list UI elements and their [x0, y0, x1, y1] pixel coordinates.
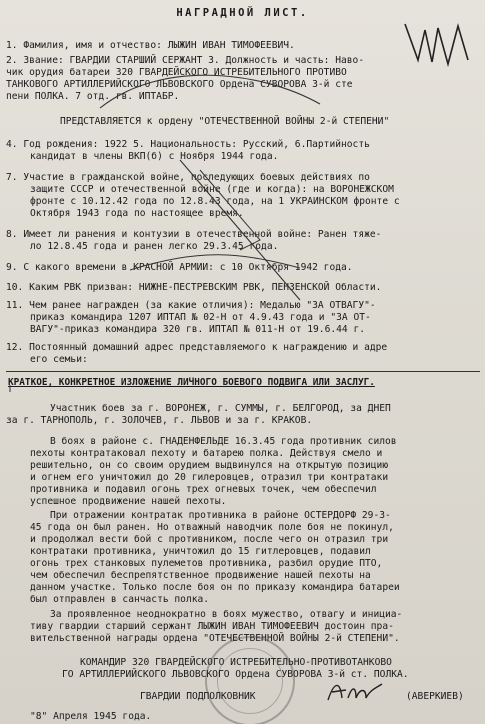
field-wounds-2: ло 12.8.45 года и ранен легко 29.3.45 года.: [30, 241, 279, 252]
body-line: Участник боев за г. ВОРОНЕЖ, г. СУММЫ, г. БЕЛГОРОД, за ДНЕП: [50, 403, 391, 414]
signature-image: [326, 676, 386, 706]
field-service-start: 9. С какого времени в КРАСНОЙ АРМИИ: с 10 Октября 1942 года.: [6, 262, 353, 273]
body-line: вительственной награды ордена "ОТЕЧЕСТВЕННОЙ ВОЙНЫ 2-й СТЕПЕНИ".: [30, 633, 400, 644]
body-line: и продолжал вести бой с противником, после чего он отразил три: [30, 534, 389, 545]
field-name: 1. Фамилия, имя и отчество: ЛЫЖИН ИВАН ТИМОФЕЕВИЧ.: [6, 40, 295, 51]
body-line: решительно, он со своим орудием выдвинулся на открытую позицию: [30, 460, 389, 471]
body-line: тиву гвардии старший сержант ЛЫЖИН ИВАН ТИМОФЕЕВИЧ достоин пра-: [30, 621, 394, 632]
field-prior-awards-1: 11. Чем ранее награжден (за какие отличия): Медалью "ЗА ОТВАГУ"-: [6, 300, 376, 311]
seal-stamp: [205, 636, 295, 724]
body-line: данном участке. Только после боя он по приказу командира батареи: [30, 582, 400, 593]
section-title: КРАТКОЕ, КОНКРЕТНОЕ ИЗЛОЖЕНИЕ ЛИЧНОГО БОЕВОГО ПОДВИГА ИЛИ ЗАСЛУГ.: [8, 377, 375, 388]
body-line: был отправлен в санчасть полка.: [30, 594, 210, 605]
body-line: При отражении контратак противника в районе ОСТЕРДОРФ 29-3-: [50, 510, 391, 521]
field-war-participation-4: Октября 1943 года по настоящее время.: [30, 208, 244, 219]
field-unit-line-3: пени ПОЛКА. 7 отд. гв. ИПТАБР.: [6, 91, 180, 102]
field-unit-line-2: ТАНКОВОГО АРТИЛЛЕРИЙСКОГО ЛЬВОВСКОГО Ордена СУВОРОВА 3-й сте: [6, 79, 353, 90]
footer-commander-1: КОМАНДИР 320 ГВАРДЕЙСКОГО ИСТРЕБИТЕЛЬНО-ПРОТИВОТАНКОВО: [80, 657, 392, 668]
field-birth-nationality: 4. Год рождения: 1922 5. Национальность: Русский, 6.Партийность: [6, 139, 370, 150]
footer-date: "8" Апреля 1945 года.: [30, 711, 152, 722]
footer-name: (АВЕРКИЕВ): [406, 691, 464, 702]
footer-commander-2: ГО АРТИЛЛЕРИЙСКОГО ЛЬВОВСКОГО Ордена СУВОРОВА 3-й ст. ПОЛКА.: [62, 669, 409, 680]
body-line: В боях в районе с. ГНАДЕНФЕЛЬДЕ 16.3.45 года противник силов: [50, 436, 397, 447]
body-line: за г. ТАРНОПОЛЬ, г. ЗОЛОЧЕВ, г. ЛЬВОВ и за г. КРАКОВ.: [6, 415, 313, 426]
field-prior-awards-2: приказ командира 1207 ИПТАП № 02-Н от 4.9.43 года и "ЗА ОТ-: [30, 312, 371, 323]
body-line: огонь трех станковых пулеметов противника, разбил орудие ПТО,: [30, 558, 383, 569]
field-address-1: 12. Постоянный домашний адрес представляемого к награждению и адре: [6, 342, 388, 353]
award-recommendation: ПРЕДСТАВЛЯЕТСЯ к ордену "ОТЕЧЕСТВЕННОЙ ВОЙНЫ 2-й СТЕПЕНИ": [60, 116, 390, 127]
field-war-participation-3: фронте с 10.12.42 года по 12.8.43 года, на 1 УКРАИНСКОМ фронте с: [30, 196, 400, 207]
field-unit-line-1: чик орудия батареи 320 ГВАРДЕЙСКОГО ИСТРЕБИТЕЛЬНОГО ПРОТИВО: [6, 67, 347, 78]
field-party: кандидат в члены ВКП(б) с Ноября 1944 года.: [30, 151, 279, 162]
field-rank-position: 2. Звание: ГВАРДИИ СТАРШИЙ СЕРЖАНТ 3. Должность и часть: Наво-: [6, 55, 365, 66]
footer-rank: ГВАРДИИ ПОДПОЛКОВНИК: [140, 691, 256, 702]
body-line: и огнем его уничтожил до 20 гилеровцев, отразил три контратаки: [30, 472, 389, 483]
body-line: пехоты контратаковал пехоту и батарею полка. Действуя смело и: [30, 448, 383, 459]
body-line: За проявленное неоднократно в боях мужество, отвагу и инициа-: [50, 609, 403, 620]
body-line: 45 года он был ранен. Но отважный наводчик поле боя не покинул,: [30, 522, 394, 533]
divider: [6, 371, 480, 372]
body-line: чем обеспечил беспрепятственное продвижение нашей пехоты на: [30, 570, 371, 581]
field-prior-awards-3: ВАГУ"-приказ командира 320 гв. ИПТАП № 011-Н от 19.6.44 г.: [30, 324, 366, 335]
field-war-participation-1: 7. Участие в гражданской войне, последующих боевых действиях по: [6, 172, 370, 183]
document-title: НАГРАДНОЙ ЛИСТ.: [176, 7, 309, 19]
body-line: успешное продвижение нашей пехоты.: [30, 496, 227, 507]
field-conscription: 10. Каким РВК призван: НИЖНЕ-ПЕСТРЕВСКИМ РВК, ПЕНЗЕНСКОЙ Области.: [6, 282, 382, 293]
body-line: противника и подавил огонь трех огневых точек, чем обеспечил: [30, 484, 377, 495]
field-address-2: его семьи:: [30, 354, 88, 365]
body-line: контратаки противника, уничтожил до 15 гитлеровцев, подавил: [30, 546, 371, 557]
field-wounds-1: 8. Имеет ли ранения и контузии в отечественной войне: Ранен тяже-: [6, 229, 382, 240]
field-war-participation-2: защите СССР и отечественной войне (где и когда): на ВОРОНЕЖСКОМ: [30, 184, 394, 195]
